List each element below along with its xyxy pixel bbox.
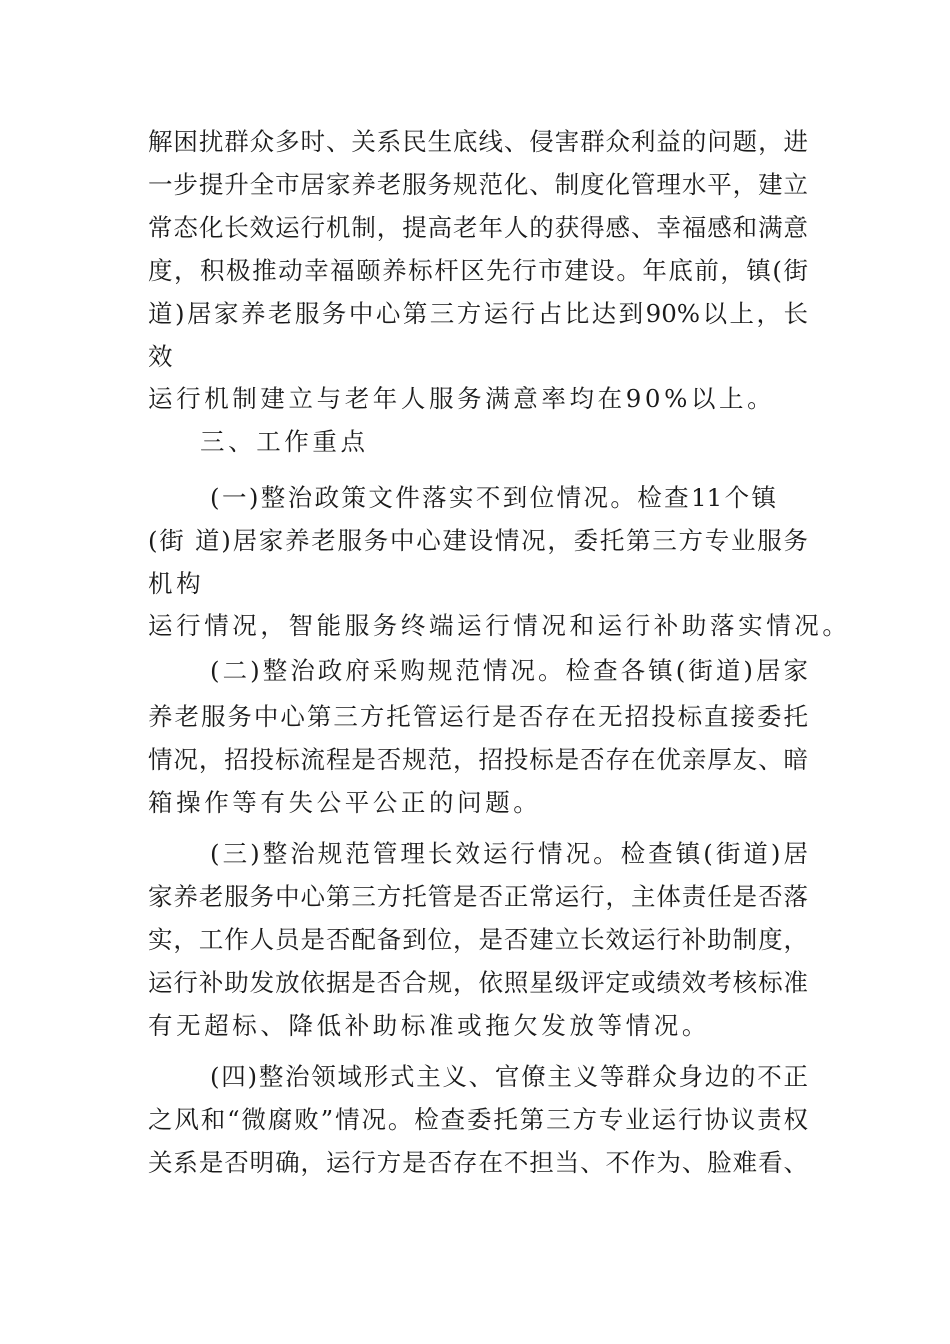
body-text-line: 运行情况，智能服务终端运行情况和运行补助落实情况。 xyxy=(148,611,851,640)
body-text-line: 养老服务中心第三方托管运行是否存在无招投标直接委托 xyxy=(148,702,808,731)
body-text-line: 机构 xyxy=(148,569,205,598)
body-text-line: 箱操作等有失公平公正的问题。 xyxy=(148,788,542,817)
body-text-line: 家养老服务中心第三方托管是否正常运行，主体责任是否落 xyxy=(148,882,808,911)
paragraph-first-line: (一)整治政策文件落实不到位情况。检查11个镇 xyxy=(210,483,776,512)
body-text-line: 道)居家养老服务中心第三方运行占比达到90%以上，长 xyxy=(148,299,808,328)
body-text-line: 实，工作人员是否配备到位，是否建立长效运行补助制度， xyxy=(148,925,808,954)
body-text-line: 度，积极推动幸福颐养标杆区先行市建设。年底前，镇(街 xyxy=(148,256,808,285)
body-text-line: (街 道)居家养老服务中心建设情况，委托第三方专业服务 xyxy=(148,526,808,555)
body-text-line: 情况，招投标流程是否规范，招投标是否存在优亲厚友、暗 xyxy=(148,745,808,774)
section-heading: 三、工作重点 xyxy=(200,427,369,456)
body-text-line: 常态化长效运行机制，提高老年人的获得感、幸福感和满意 xyxy=(148,213,808,242)
paragraph-first-line: (二)整治政府采购规范情况。检查各镇(街道)居家 xyxy=(210,656,808,685)
body-text-line: 关系是否明确，运行方是否存在不担当、不作为、脸难看、 xyxy=(148,1148,808,1177)
body-text-line: 运行机制建立与老年人服务满意率均在90%以上。 xyxy=(148,384,776,413)
body-text-line: 运行补助发放依据是否合规，依照星级评定或绩效考核标准 xyxy=(148,968,808,997)
paragraph-first-line: (三)整治规范管理长效运行情况。检查镇(街道)居 xyxy=(210,839,808,868)
paragraph-first-line: (四)整治领域形式主义、官僚主义等群众身边的不正 xyxy=(210,1062,808,1091)
body-text-line: 一步提升全市居家养老服务规范化、制度化管理水平，建立 xyxy=(148,170,808,199)
body-text-line: 有无超标、降低补助标准或拖欠发放等情况。 xyxy=(148,1011,710,1040)
body-text-line: 之风和“微腐败”情况。检查委托第三方专业运行协议责权 xyxy=(148,1105,808,1134)
body-text-line: 效 xyxy=(148,342,177,371)
body-text-line: 解困扰群众多时、关系民生底线、侵害群众利益的问题，进 xyxy=(148,127,808,156)
